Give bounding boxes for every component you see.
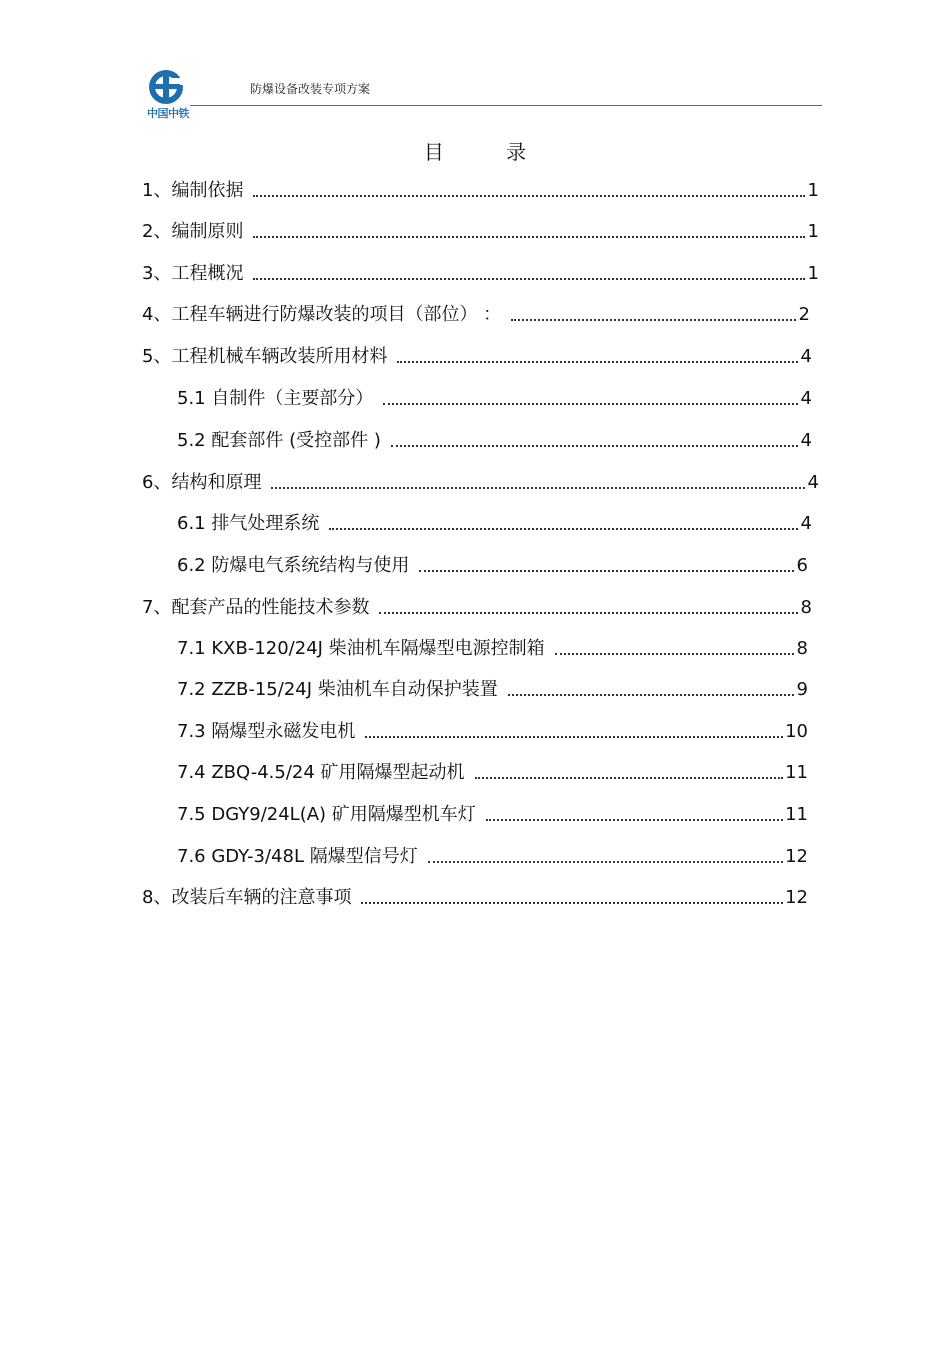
toc-entry[interactable] — [177, 509, 812, 535]
toc-entry-label: 6.1 排气处理系统 — [177, 513, 320, 534]
toc-leader — [253, 195, 805, 197]
toc-entry[interactable] — [177, 426, 812, 452]
toc-entry[interactable] — [177, 551, 808, 577]
toc-leader — [271, 487, 805, 489]
toc-leader — [475, 777, 784, 779]
document-title: 防爆设备改装专项方案 — [250, 82, 371, 96]
toc-entry[interactable] — [177, 800, 808, 826]
toc-leader — [428, 861, 783, 863]
toc-entry[interactable] — [177, 842, 808, 868]
toc-entry-label: 2、编制原则 — [142, 221, 244, 242]
toc-entry-page: 4 — [800, 346, 812, 367]
toc-entry-page: 4 — [800, 388, 812, 409]
toc-entry-label: 7.3 隔爆型永磁发电机 — [177, 721, 356, 742]
toc-entry-label: 7.4 ZBQ-4.5/24 矿用隔爆型起动机 — [177, 762, 465, 783]
toc-leader — [329, 528, 798, 530]
toc-leader — [361, 902, 783, 904]
toc-entry-page: 9 — [796, 679, 808, 700]
toc-leader — [555, 653, 794, 655]
toc-leader — [253, 278, 805, 280]
toc-leader — [383, 403, 798, 405]
toc-entry-label: 5、工程机械车辆改装所用材料 — [142, 346, 388, 367]
toc-leader — [397, 361, 798, 363]
toc-entry[interactable] — [177, 675, 808, 701]
toc-leader — [419, 570, 794, 572]
toc-entry-label: 1、编制依据 — [142, 180, 244, 201]
toc-title: 目 录 — [423, 140, 555, 164]
toc-leader — [379, 612, 798, 614]
toc-leader — [365, 736, 783, 738]
toc-leader — [486, 819, 783, 821]
logo-text: 中国中铁 — [147, 107, 189, 120]
header-divider — [190, 105, 822, 106]
toc-entry-label: 7、配套产品的性能技术参数 — [142, 597, 370, 618]
toc-entry[interactable] — [142, 342, 812, 368]
toc-leader — [511, 319, 796, 321]
toc-entry-label: 8、改装后车辆的注意事项 — [142, 887, 352, 908]
toc-entry[interactable] — [142, 217, 819, 243]
toc-entry[interactable] — [142, 176, 819, 202]
toc-entry[interactable] — [142, 468, 819, 494]
company-logo — [140, 68, 196, 120]
toc-entry-page: 12 — [785, 887, 808, 908]
toc-entry-page: 6 — [796, 555, 808, 576]
toc-entry-label: 7.6 GDY-3/48L 隔爆型信号灯 — [177, 846, 418, 867]
toc-entry-label: 6、结构和原理 — [142, 472, 262, 493]
toc-leader — [391, 445, 798, 447]
toc-entry-page: 4 — [807, 472, 819, 493]
toc-entry-label: 6.2 防爆电气系统结构与使用 — [177, 555, 410, 576]
toc-entry-page: 1 — [807, 221, 819, 242]
toc-entry-page: 10 — [785, 721, 808, 742]
toc-entry-label: 7.1 KXB-120/24J 柴油机车隔爆型电源控制箱 — [177, 638, 545, 659]
toc-entry[interactable] — [142, 300, 810, 326]
toc-entry-page: 8 — [800, 597, 812, 618]
toc-entry-label: 3、工程概况 — [142, 263, 244, 284]
toc-entry[interactable] — [177, 634, 808, 660]
toc-entry-label: 7.5 DGY9/24L(A) 矿用隔爆型机车灯 — [177, 804, 476, 825]
logo-mark-icon — [146, 68, 190, 106]
toc-entry[interactable] — [142, 259, 819, 285]
toc-entry-page: 1 — [807, 263, 819, 284]
toc-entry-page: 1 — [807, 180, 819, 201]
toc-entry-page: 4 — [800, 513, 812, 534]
toc-entry-page: 2 — [798, 304, 810, 325]
toc-leader — [253, 236, 805, 238]
toc-entry-page: 8 — [796, 638, 808, 659]
toc-entry[interactable] — [142, 883, 808, 909]
toc-entry-label: 5.2 配套部件 (受控部件 ) — [177, 430, 381, 451]
toc-leader — [508, 694, 794, 696]
toc-entry[interactable] — [177, 384, 812, 410]
toc-entry-label: 5.1 自制件（主要部分） — [177, 388, 374, 409]
toc-entry[interactable] — [177, 758, 808, 784]
toc-entry-page: 11 — [785, 804, 808, 825]
toc-entry-page: 4 — [800, 430, 812, 451]
toc-entry-label: 7.2 ZZB-15/24J 柴油机车自动保护装置 — [177, 679, 498, 700]
toc-entry-page: 11 — [785, 762, 808, 783]
toc-entry[interactable] — [142, 593, 812, 619]
toc-entry-label: 4、工程车辆进行防爆改装的项目（部位） ： — [142, 304, 502, 325]
toc-entry[interactable] — [177, 717, 808, 743]
toc-entry-page: 12 — [785, 846, 808, 867]
